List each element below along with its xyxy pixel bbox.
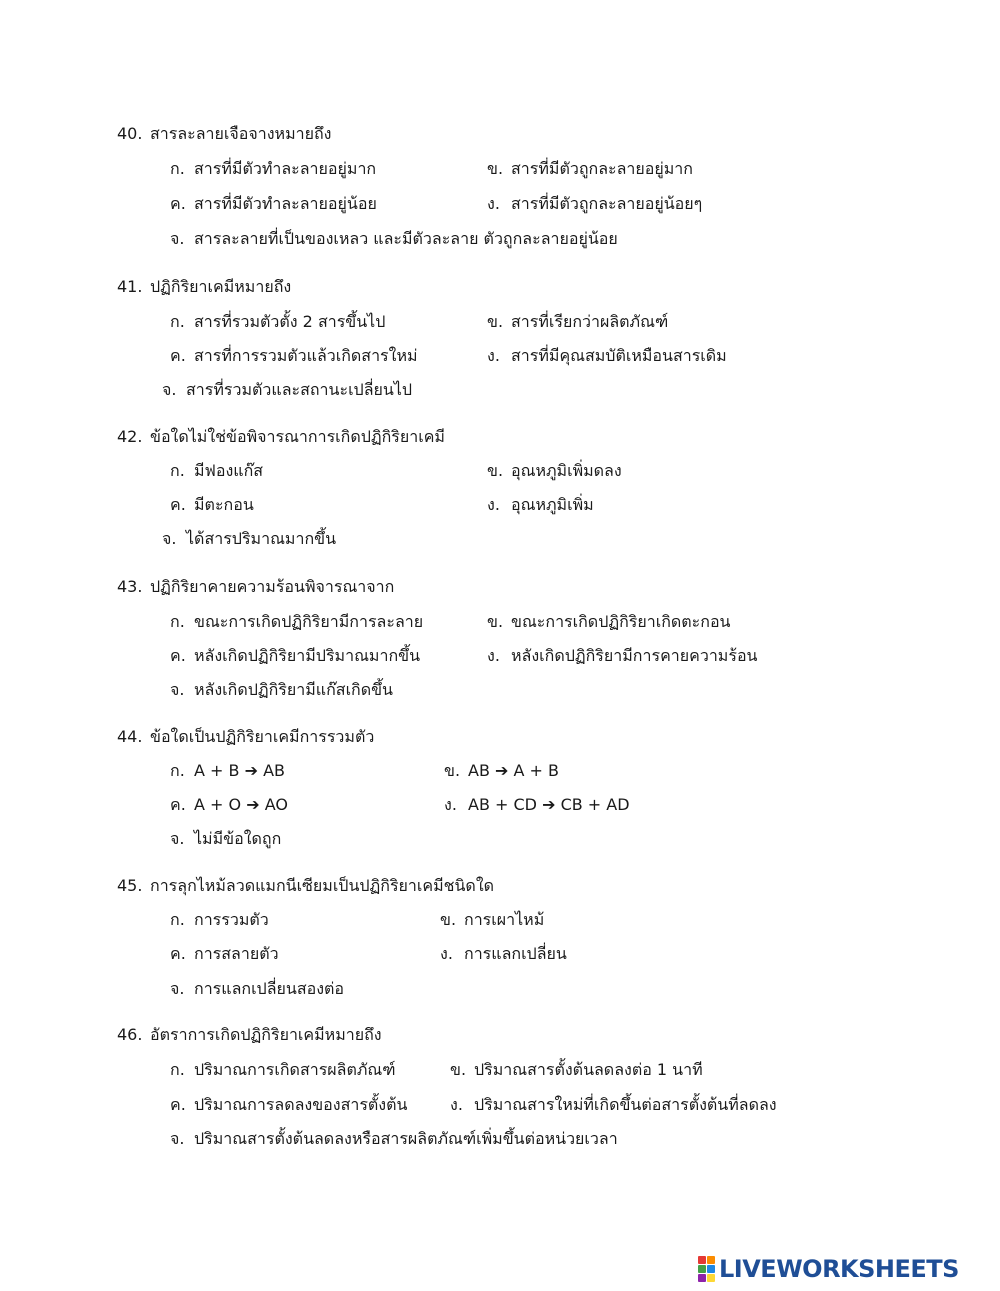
- option-text: ปริมาณสารใหม่ที่เกิดขึ้นต่อสารตั้งต้นที่ลดลง: [474, 1095, 777, 1114]
- option-a: [170, 610, 423, 635]
- option-b: [440, 908, 544, 933]
- option-text: สารที่เรียกว่าผลิตภัณฑ์: [511, 312, 669, 331]
- option-text: ได้สารปริมาณมากขึ้น: [186, 529, 336, 548]
- option-label: ก.: [170, 461, 185, 480]
- option-text: ปริมาณการลดลงของสารตั้งต้น: [194, 1095, 408, 1114]
- option-c: [170, 644, 420, 669]
- option-a: [170, 759, 285, 784]
- option-text: ขณะการเกิดปฏิกิริยาเกิดตะกอน: [511, 612, 731, 631]
- option-label: ง.: [487, 495, 500, 514]
- option-a: [170, 459, 263, 484]
- option-text: ปริมาณการเกิดสารผลิตภัณฑ์: [194, 1060, 396, 1079]
- question-text: สารละลายเจือจางหมายถึง: [150, 124, 332, 143]
- option-label: ข.: [487, 461, 504, 480]
- logo-block: [698, 1256, 706, 1264]
- option-text: AB ➔ A + B: [468, 761, 559, 780]
- logo-block: [698, 1274, 706, 1282]
- option-d: [487, 192, 702, 217]
- option-b: [487, 310, 668, 335]
- option-label: ง.: [444, 795, 457, 814]
- option-text: หลังเกิดปฏิกิริยามีปริมาณมากขึ้น: [194, 646, 421, 665]
- question-text: การลุกไหม้ลวดแมกนีเซียมเป็นปฏิกิริยาเคมีชนิดใด: [150, 876, 495, 895]
- question-number: 44.: [117, 727, 143, 746]
- option-e: [170, 977, 344, 1002]
- option-text: สารที่การรวมตัวแล้วเกิดสารใหม่: [194, 346, 418, 365]
- option-label: ง.: [487, 646, 500, 665]
- option-label: จ.: [162, 529, 177, 548]
- option-b: [444, 759, 559, 784]
- option-e: [170, 827, 281, 852]
- option-text: อุณหภูมิเพิ่ม: [511, 495, 594, 514]
- option-b: [450, 1058, 703, 1083]
- option-text: ขณะการเกิดปฏิกิริยามีการละลาย: [194, 612, 424, 631]
- question-number: 42.: [117, 427, 143, 446]
- option-label: ค.: [170, 795, 186, 814]
- option-label: ข.: [450, 1060, 467, 1079]
- option-e: [170, 227, 618, 252]
- option-text: มีตะกอน: [194, 495, 254, 514]
- option-label: ค.: [170, 495, 186, 514]
- logo-block: [698, 1265, 706, 1273]
- option-text: มีฟองแก๊ส: [194, 461, 264, 480]
- option-c: [170, 1093, 407, 1118]
- logo-wordmark: LIVEWORKSHEETS: [719, 1255, 959, 1283]
- option-a: [170, 157, 376, 182]
- option-c: [170, 192, 377, 217]
- option-d: [487, 644, 757, 669]
- option-label: ง.: [487, 346, 500, 365]
- option-text: สารที่มีตัวทำละลายอยู่มาก: [194, 159, 377, 178]
- option-label: ง.: [487, 194, 500, 213]
- logo-block: [707, 1256, 715, 1264]
- option-label: ค.: [170, 944, 186, 963]
- question-stem: [117, 725, 374, 750]
- liveworksheets-logo: [698, 1256, 959, 1282]
- option-e: [162, 527, 336, 552]
- question-stem: [117, 425, 445, 450]
- option-text: หลังเกิดปฏิกิริยามีการคายความร้อน: [511, 646, 758, 665]
- option-label: ข.: [487, 612, 504, 631]
- option-label: จ.: [170, 979, 185, 998]
- option-text: A + B ➔ AB: [194, 761, 285, 780]
- option-b: [487, 157, 693, 182]
- question-text: ข้อใดไม่ใช่ข้อพิจารณาการเกิดปฏิกิริยาเคมี: [150, 427, 445, 446]
- option-label: จ.: [170, 1129, 185, 1148]
- option-label: ก.: [170, 761, 185, 780]
- option-label: จ.: [162, 380, 177, 399]
- option-text: AB + CD ➔ CB + AD: [468, 795, 630, 814]
- question-stem: [117, 122, 331, 147]
- option-text: การแลกเปลี่ยน: [464, 944, 567, 963]
- question-number: 46.: [117, 1025, 143, 1044]
- option-label: ค.: [170, 1095, 186, 1114]
- option-c: [170, 344, 418, 369]
- option-d: [440, 942, 567, 967]
- option-label: ก.: [170, 612, 185, 631]
- option-label: ก.: [170, 1060, 185, 1079]
- option-c: [170, 793, 288, 818]
- option-label: ข.: [487, 312, 504, 331]
- option-a: [170, 1058, 396, 1083]
- option-text: A + O ➔ AO: [194, 795, 288, 814]
- option-text: สารละลายที่เป็นของเหลว และมีตัวละลาย ตัวถูกละลายอยู่น้อย: [194, 229, 618, 248]
- question-stem: [117, 1023, 382, 1048]
- logo-block: [707, 1265, 715, 1273]
- option-label: ก.: [170, 910, 185, 929]
- question-number: 45.: [117, 876, 143, 895]
- question-text: ปฏิกิริยาเคมีหมายถึง: [150, 277, 292, 296]
- question-number: 40.: [117, 124, 143, 143]
- question-stem: [117, 275, 291, 300]
- option-text: การเผาไหม้: [464, 910, 545, 929]
- option-label: ก.: [170, 159, 185, 178]
- option-text: ปริมาณสารตั้งต้นลดลงหรือสารผลิตภัณฑ์เพิ่มขึ้นต่อหน่วยเวลา: [194, 1129, 618, 1148]
- option-label: จ.: [170, 229, 185, 248]
- option-d: [487, 344, 727, 369]
- option-text: ไม่มีข้อใดถูก: [194, 829, 282, 848]
- option-e: [170, 1127, 618, 1152]
- option-label: ข.: [444, 761, 461, 780]
- option-e: [170, 678, 393, 703]
- option-text: สารที่มีตัวทำละลายอยู่น้อย: [194, 194, 377, 213]
- option-text: การสลายตัว: [194, 944, 279, 963]
- option-text: การรวมตัว: [194, 910, 269, 929]
- option-text: สารที่มีคุณสมบัติเหมือนสารเดิม: [511, 346, 727, 365]
- option-text: สารที่รวมตัวตั้ง 2 สารขึ้นไป: [194, 312, 386, 331]
- option-label: ง.: [450, 1095, 463, 1114]
- option-b: [487, 610, 731, 635]
- option-a: [170, 310, 385, 335]
- logo-block: [707, 1274, 715, 1282]
- question-number: 43.: [117, 577, 143, 596]
- question-text: ข้อใดเป็นปฏิกิริยาเคมีการรวมตัว: [150, 727, 375, 746]
- option-a: [170, 908, 269, 933]
- option-label: ง.: [440, 944, 453, 963]
- question-text: ปฏิกิริยาคายความร้อนพิจารณาจาก: [150, 577, 395, 596]
- option-label: ข.: [487, 159, 504, 178]
- option-c: [170, 942, 279, 967]
- option-e: [162, 378, 412, 403]
- option-d: [487, 493, 594, 518]
- option-text: หลังเกิดปฏิกิริยามีแก๊สเกิดขึ้น: [194, 680, 393, 699]
- option-label: ค.: [170, 646, 186, 665]
- logo-blocks-icon: [698, 1256, 715, 1282]
- option-d: [444, 793, 630, 818]
- option-c: [170, 493, 254, 518]
- option-text: ปริมาณสารตั้งต้นลดลงต่อ 1 นาที: [474, 1060, 703, 1079]
- option-label: จ.: [170, 829, 185, 848]
- option-label: ค.: [170, 194, 186, 213]
- option-b: [487, 459, 622, 484]
- question-number: 41.: [117, 277, 143, 296]
- question-stem: [117, 874, 494, 899]
- option-text: อุณหภูมิเพิ่มดลง: [511, 461, 622, 480]
- option-text: สารที่มีตัวถูกละลายอยู่มาก: [511, 159, 693, 178]
- option-text: สารที่มีตัวถูกละลายอยู่น้อยๆ: [511, 194, 703, 213]
- option-text: การแลกเปลี่ยนสองต่อ: [194, 979, 344, 998]
- option-label: ค.: [170, 346, 186, 365]
- option-label: จ.: [170, 680, 185, 699]
- option-label: ข.: [440, 910, 457, 929]
- option-label: ก.: [170, 312, 185, 331]
- question-text: อัตราการเกิดปฏิกิริยาเคมีหมายถึง: [150, 1025, 382, 1044]
- option-text: สารที่รวมตัวและสถานะเปลี่ยนไป: [186, 380, 413, 399]
- option-d: [450, 1093, 777, 1118]
- question-stem: [117, 575, 394, 600]
